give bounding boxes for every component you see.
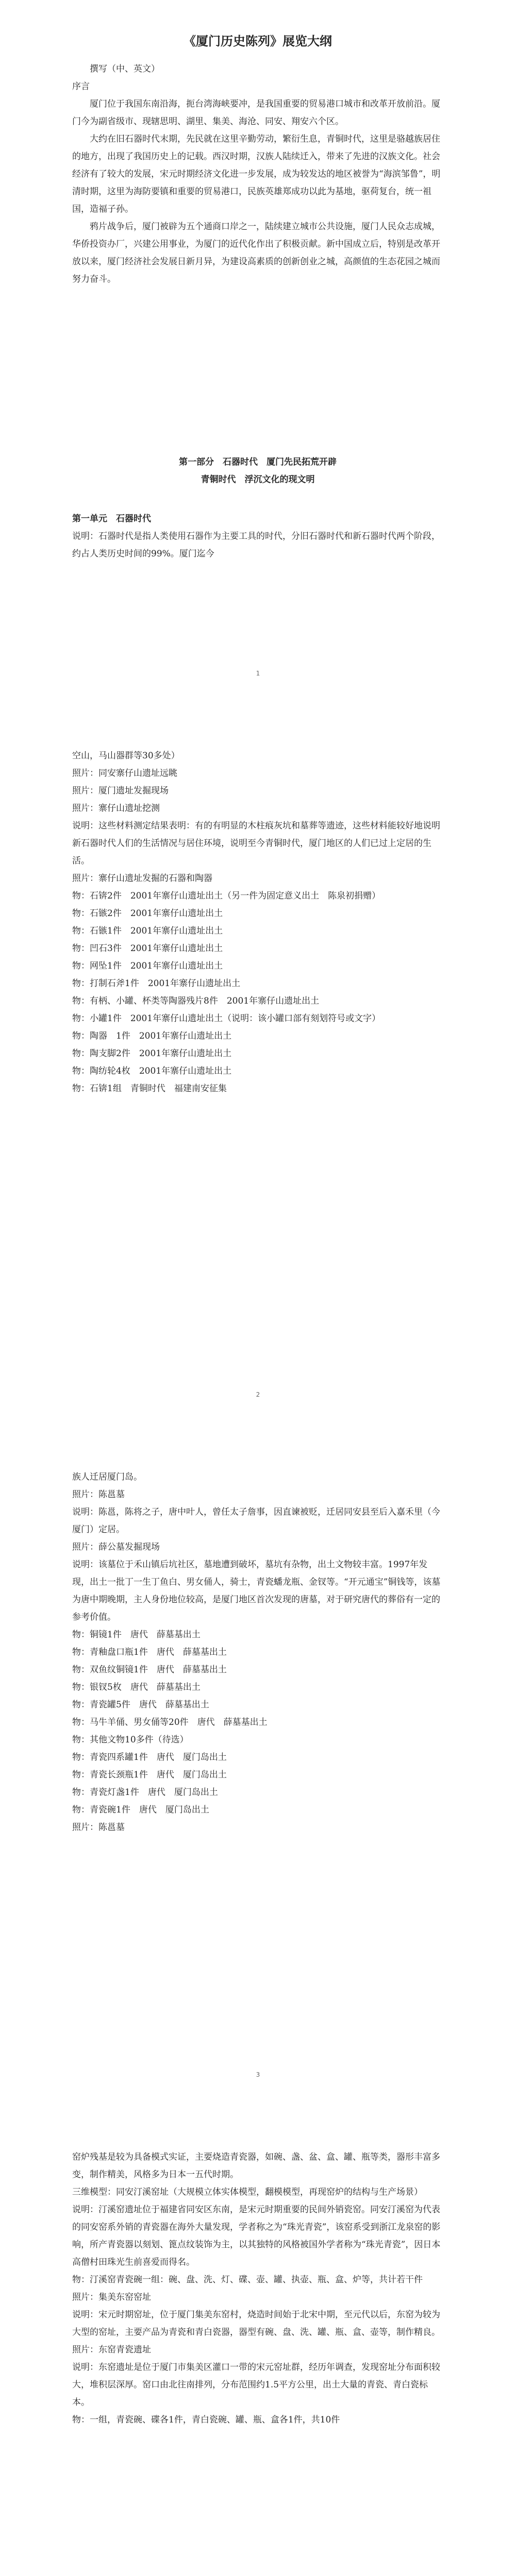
exhibit-line: 物：凹石3件 2001年寨仔山遗址出土 (72, 943, 223, 954)
exhibit-line: 说明：这些材料测定结果表明：有的有明显的木柱痕灰坑和墓葬等遗迹，这些材料能较好地说明新石器时代人们的生活情况与居住环境，说明至今青铜时代，厦门地区的人们已过上定居的生活。 (72, 821, 440, 866)
exhibit-line: 说明：汀溪窑遗址位于福建省同安区东南，是宋元时期重要的民间外销瓷窑。同安汀溪窑为代表的同安窑系外销的青瓷器在海外大量发现，学者称之为“珠光青瓷”，该窑系受到浙江龙泉窑的影响，所产青瓷器以刻划、篦点纹装饰为主，以其独特的风格被国外学者称为“珠光青瓷”，因日本高僧村田珠光生前喜爱而得名。 (72, 2205, 441, 2267)
page-number: 3 (256, 2071, 260, 2078)
exhibit-line: 物：陶支脚2件 2001年寨仔山遗址出土 (72, 1048, 232, 1059)
unit-description: 说明：石器时代是指人类使用石器作为主要工具的时代，分旧石器时代和新石器时代两个阶段，约占人类历史时间的99%。厦门迄今 (72, 531, 440, 559)
exhibit-line: 物：青瓷长颈瓶1件 唐代 厦门岛出土 (72, 1770, 227, 1780)
author-note: 撰写（中、英文） (90, 64, 160, 74)
exhibit-line: 物：打制石斧1件 2001年寨仔山遗址出土 (72, 978, 241, 989)
unit1-block (72, 510, 443, 563)
exhibit-line: 物：青瓷灯盏1件 唐代 厦门岛出土 (72, 1787, 218, 1798)
exhibit-line: 物：银钗5枚 唐代 薛墓基出土 (72, 1682, 201, 1692)
exhibit-line: 物：石锛1组 青铜时代 福建南安征集 (72, 1083, 227, 1094)
exhibit-line: 照片：同安寨仔山遗址远眺 (72, 768, 177, 778)
exhibit-line: 物：其他文物10多件（待选） (72, 1735, 189, 1745)
unit-heading: 第一单元 石器时代 (72, 514, 151, 524)
exhibit-line: 物：双鱼纹铜镜1件 唐代 薛墓基出土 (72, 1665, 227, 1675)
preface-paragraph: 大约在旧石器时代末期，先民就在这里辛勤劳动，繁衍生息，青铜时代，这里是骆越族居住的地方，出现了我国历史上的记载。西汉时期，汉族人陆续迁入，带来了先进的汉族文化。社会经济有了较大的发展，宋元时期经济文化进一步发展，成为较发达的地区被誉为“海滨邹鲁”，明清时期，这里为海防要镇和重要的贸易港口，民族英雄郑成功以此为基地，驱荷复台，统一祖国，造福子孙。 (72, 134, 441, 214)
preface-heading: 序言 (72, 81, 90, 92)
exhibit-line: 说明：该墓位于禾山镇后坑社区，墓地遭到破坏，墓坑有杂物，出土文物较丰富。1997年发现，出土一批丁一生丁鱼白、男女俑人，骑士，青瓷蟠龙瓶、金钗等。“开元通宝”铜钱等，该墓为唐中期晚期，主人身份地位较高，是厦门地区首次发现的唐墓，对于研究唐代的葬俗有一定的参考价值。 (72, 1560, 441, 1622)
exhibit-line: 物：陶器 1件 2001年寨仔山遗址出土 (72, 1031, 232, 1041)
exhibit-list-block (72, 2148, 443, 2429)
exhibit-line: 窑炉残基是较为具备模式实证，主要烧造青瓷器，如碗、盏、盆、盒、罐、瓶等类，器形丰富多变，制作精美，风格多为日本一五代时期。 (72, 2152, 440, 2180)
exhibit-line: 物：有柄、小罐、杯类等陶器残片8件 2001年寨仔山遗址出土 (72, 996, 320, 1006)
exhibit-line: 物：石镞2件 2001年寨仔山遗址出土 (72, 908, 223, 919)
exhibit-line: 物：青瓷四系罐1件 唐代 厦门岛出土 (72, 1752, 227, 1762)
exhibit-line: 照片：陈邕墓 (72, 1489, 125, 1500)
preface-paragraph: 鸦片战争后，厦门被辟为五个通商口岸之一，陆续建立城市公共设施，厦门人民众志成城，华侨投资办厂，兴建公用事业，为厦门的近代化作出了积极贡献。新中国成立后，特别是改革开放以来，厦门经济社会发展日新月异，为建设高素质的创新创业之城，高颜值的生态花园之城而努力奋斗。 (72, 222, 440, 284)
exhibit-line: 族人迁居厦门岛。 (72, 1472, 142, 1482)
exhibit-line: 物：小罐1件 2001年寨仔山遗址出土（说明：该小罐口部有刻划符号或文字） (72, 1013, 381, 1024)
exhibit-line: 物：铜镜1件 唐代 薛墓基出土 (72, 1630, 201, 1640)
exhibit-line: 物：青釉盘口瓶1件 唐代 薛墓基出土 (72, 1647, 227, 1657)
exhibit-line: 照片：厦门遗址发掘现场 (72, 786, 169, 796)
exhibit-line: 物：陶纺轮4枚 2001年寨仔山遗址出土 (72, 1066, 232, 1076)
exhibit-line: 物：汀溪窑青瓷碗一组：碗、盘、洗、灯、碟、壶、罐、执壶、瓶、盒、炉等，共计若干件 (72, 2275, 423, 2285)
document-title: 《厦门历史陈列》展览大纲 (184, 33, 332, 48)
exhibit-line: 三维模型：同安汀溪窑址（大规模立体实体模型，翻模模型，再现窑炉的结构与生产场景） (72, 2187, 423, 2197)
part-heading-block (72, 453, 443, 488)
exhibit-line: 说明：东窑遗址是位于厦门市集美区灌口一带的宋元窑址群，经历年调查，发现窑址分布面积较大，堆积层深厚。窑口由北往南排列，分布范围约1.5平方公里，出土大量的青瓷、青白瓷标本。 (72, 2362, 440, 2408)
exhibit-line: 物：马牛羊俑、男女俑等20件 唐代 薛墓基出土 (72, 1717, 268, 1727)
exhibit-line: 照片：东窑青瓷遗址 (72, 2345, 151, 2355)
exhibit-line: 照片：寨仔山遗址发掘的石器和陶器 (72, 873, 212, 884)
exhibit-line: 空山，马山器群等30多处） (72, 751, 180, 761)
part-subheading: 青铜时代 浮沉文化的现文明 (201, 474, 315, 485)
exhibit-line: 物：网坠1件 2001年寨仔山遗址出土 (72, 961, 223, 971)
exhibit-line: 物：石镞1件 2001年寨仔山遗址出土 (72, 926, 223, 936)
exhibit-list-block (72, 1468, 443, 1836)
exhibit-line: 说明：宋元时期窑址，位于厦门集美东窑村，烧造时间始于北宋中期，至元代以后，东窑为较为大型的窑址，主要产品为青瓷和青白瓷器，器型有碗、盘、洗、罐、瓶、盒、壶等，制作精良。 (72, 2310, 440, 2337)
exhibit-line: 物：一组，青瓷碗、碟各1件，青白瓷碗、罐、瓶、盒各1件，共10件 (72, 2415, 340, 2425)
exhibit-line: 说明：陈邕，陈将之子，唐中叶人，曾任太子詹事，因直谏被贬，迁居同安县至后入嘉禾里（今厦门）定居。 (72, 1507, 440, 1535)
page-number: 1 (256, 670, 260, 677)
exhibit-line: 照片：陈邕墓 (72, 1822, 125, 1833)
intro-block (72, 31, 443, 288)
exhibit-line: 照片：薛公墓发掘现场 (72, 1542, 160, 1552)
preface-paragraph: 厦门位于我国东南沿海，扼台湾海峡要冲，是我国重要的贸易港口城市和改革开放前沿。厦门今为副省级市、现辖思明、湖里、集美、海沧、同安、翔安六个区。 (72, 99, 440, 127)
exhibit-line: 物：石锛2件 2001年寨仔山遗址出土（另一件为固定意义出土 陈泉初捐赠） (72, 891, 381, 901)
exhibit-line: 物：青瓷罐5件 唐代 薛墓基出土 (72, 1700, 209, 1710)
part-heading: 第一部分 石器时代 厦门先民拓荒开辟 (179, 457, 337, 467)
exhibit-list-block (72, 747, 443, 1097)
page-number: 2 (256, 1391, 260, 1398)
exhibit-line: 照片：集美东窑窑址 (72, 2292, 151, 2302)
exhibit-line: 物：青瓷碗1件 唐代 厦门岛出土 (72, 1805, 209, 1815)
exhibit-line: 照片：寨仔山遗址挖测 (72, 803, 160, 814)
